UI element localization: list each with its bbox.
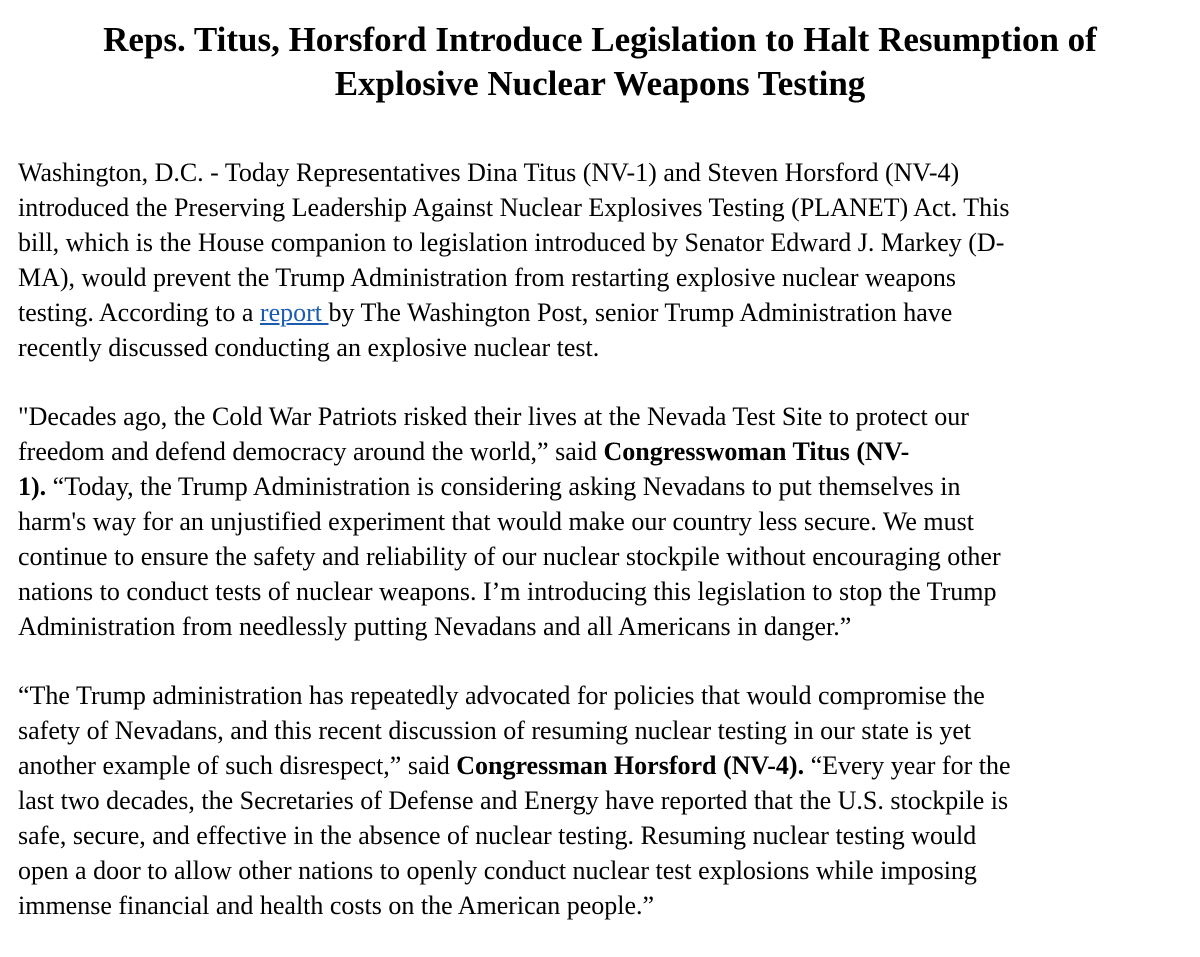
paragraph-line <box>18 471 961 502</box>
paragraph-line: open a door to allow other nations to openly conduct nuclear test explosions while imposing <box>18 856 977 885</box>
paragraph-line <box>18 436 909 467</box>
paragraph-line: immense financial and health costs on the American people.” <box>18 891 655 920</box>
report-link[interactable]: report <box>259 298 329 327</box>
text-span: “Every year for the <box>804 751 1011 780</box>
speaker-name: Congressman Horsford (NV-4). <box>456 751 805 780</box>
paragraph-line: nations to conduct tests of nuclear weapons. I’m introducing this legislation to stop the Trump <box>18 577 997 606</box>
paragraph-line: recently discussed conducting an explosive nuclear test. <box>18 333 600 362</box>
paragraph-line: bill, which is the House companion to legislation introduced by Senator Edward J. Markey (D- <box>18 228 1005 257</box>
paragraph-line <box>18 297 952 328</box>
text-span: testing. According to a <box>18 298 260 327</box>
text-span: “Today, the Trump Administration is considering asking Nevadans to put themselves in <box>46 472 961 501</box>
paragraph-line: harm's way for an unjustified experiment that would make our country less secure. We must <box>18 507 974 536</box>
paragraph-line: Administration from needlessly putting Nevadans and all Americans in danger.” <box>18 612 852 641</box>
paragraph-line: introduced the Preserving Leadership Against Nuclear Explosives Testing (PLANET) Act. This <box>18 193 1010 222</box>
paragraph-line: "Decades ago, the Cold War Patriots risked their lives at the Nevada Test Site to protect our <box>18 402 969 431</box>
text-span: another example of such disrespect,” said <box>18 751 457 780</box>
paragraph-line: MA), would prevent the Trump Administration from restarting explosive nuclear weapons <box>18 263 957 292</box>
paragraph-line: Washington, D.C. - Today Representatives Dina Titus (NV-1) and Steven Horsford (NV-4) <box>18 158 960 187</box>
speaker-name: 1). <box>18 472 47 501</box>
headline-line-2: Explosive Nuclear Weapons Testing <box>334 64 866 103</box>
speaker-name: Congresswoman Titus (NV- <box>603 437 910 466</box>
paragraph-line: “The Trump administration has repeatedly advocated for policies that would compromise the <box>18 681 985 710</box>
paragraph-line: safe, secure, and effective in the absence of nuclear testing. Resuming nuclear testing would <box>18 821 977 850</box>
headline-line-1: Reps. Titus, Horsford Introduce Legislation to Halt Resumption of <box>103 20 1097 59</box>
paragraph-line: last two decades, the Secretaries of Defense and Energy have reported that the U.S. stockpile is <box>18 786 1009 815</box>
paragraph-line: continue to ensure the safety and reliability of our nuclear stockpile without encouraging other <box>18 542 1001 571</box>
paragraph-line: safety of Nevadans, and this recent discussion of resuming nuclear testing in our state is yet <box>18 716 972 745</box>
text-span: by The Washington Post, senior Trump Administration have <box>328 298 953 327</box>
text-span: freedom and defend democracy around the world,” said <box>18 437 604 466</box>
paragraph-line <box>18 750 1011 781</box>
